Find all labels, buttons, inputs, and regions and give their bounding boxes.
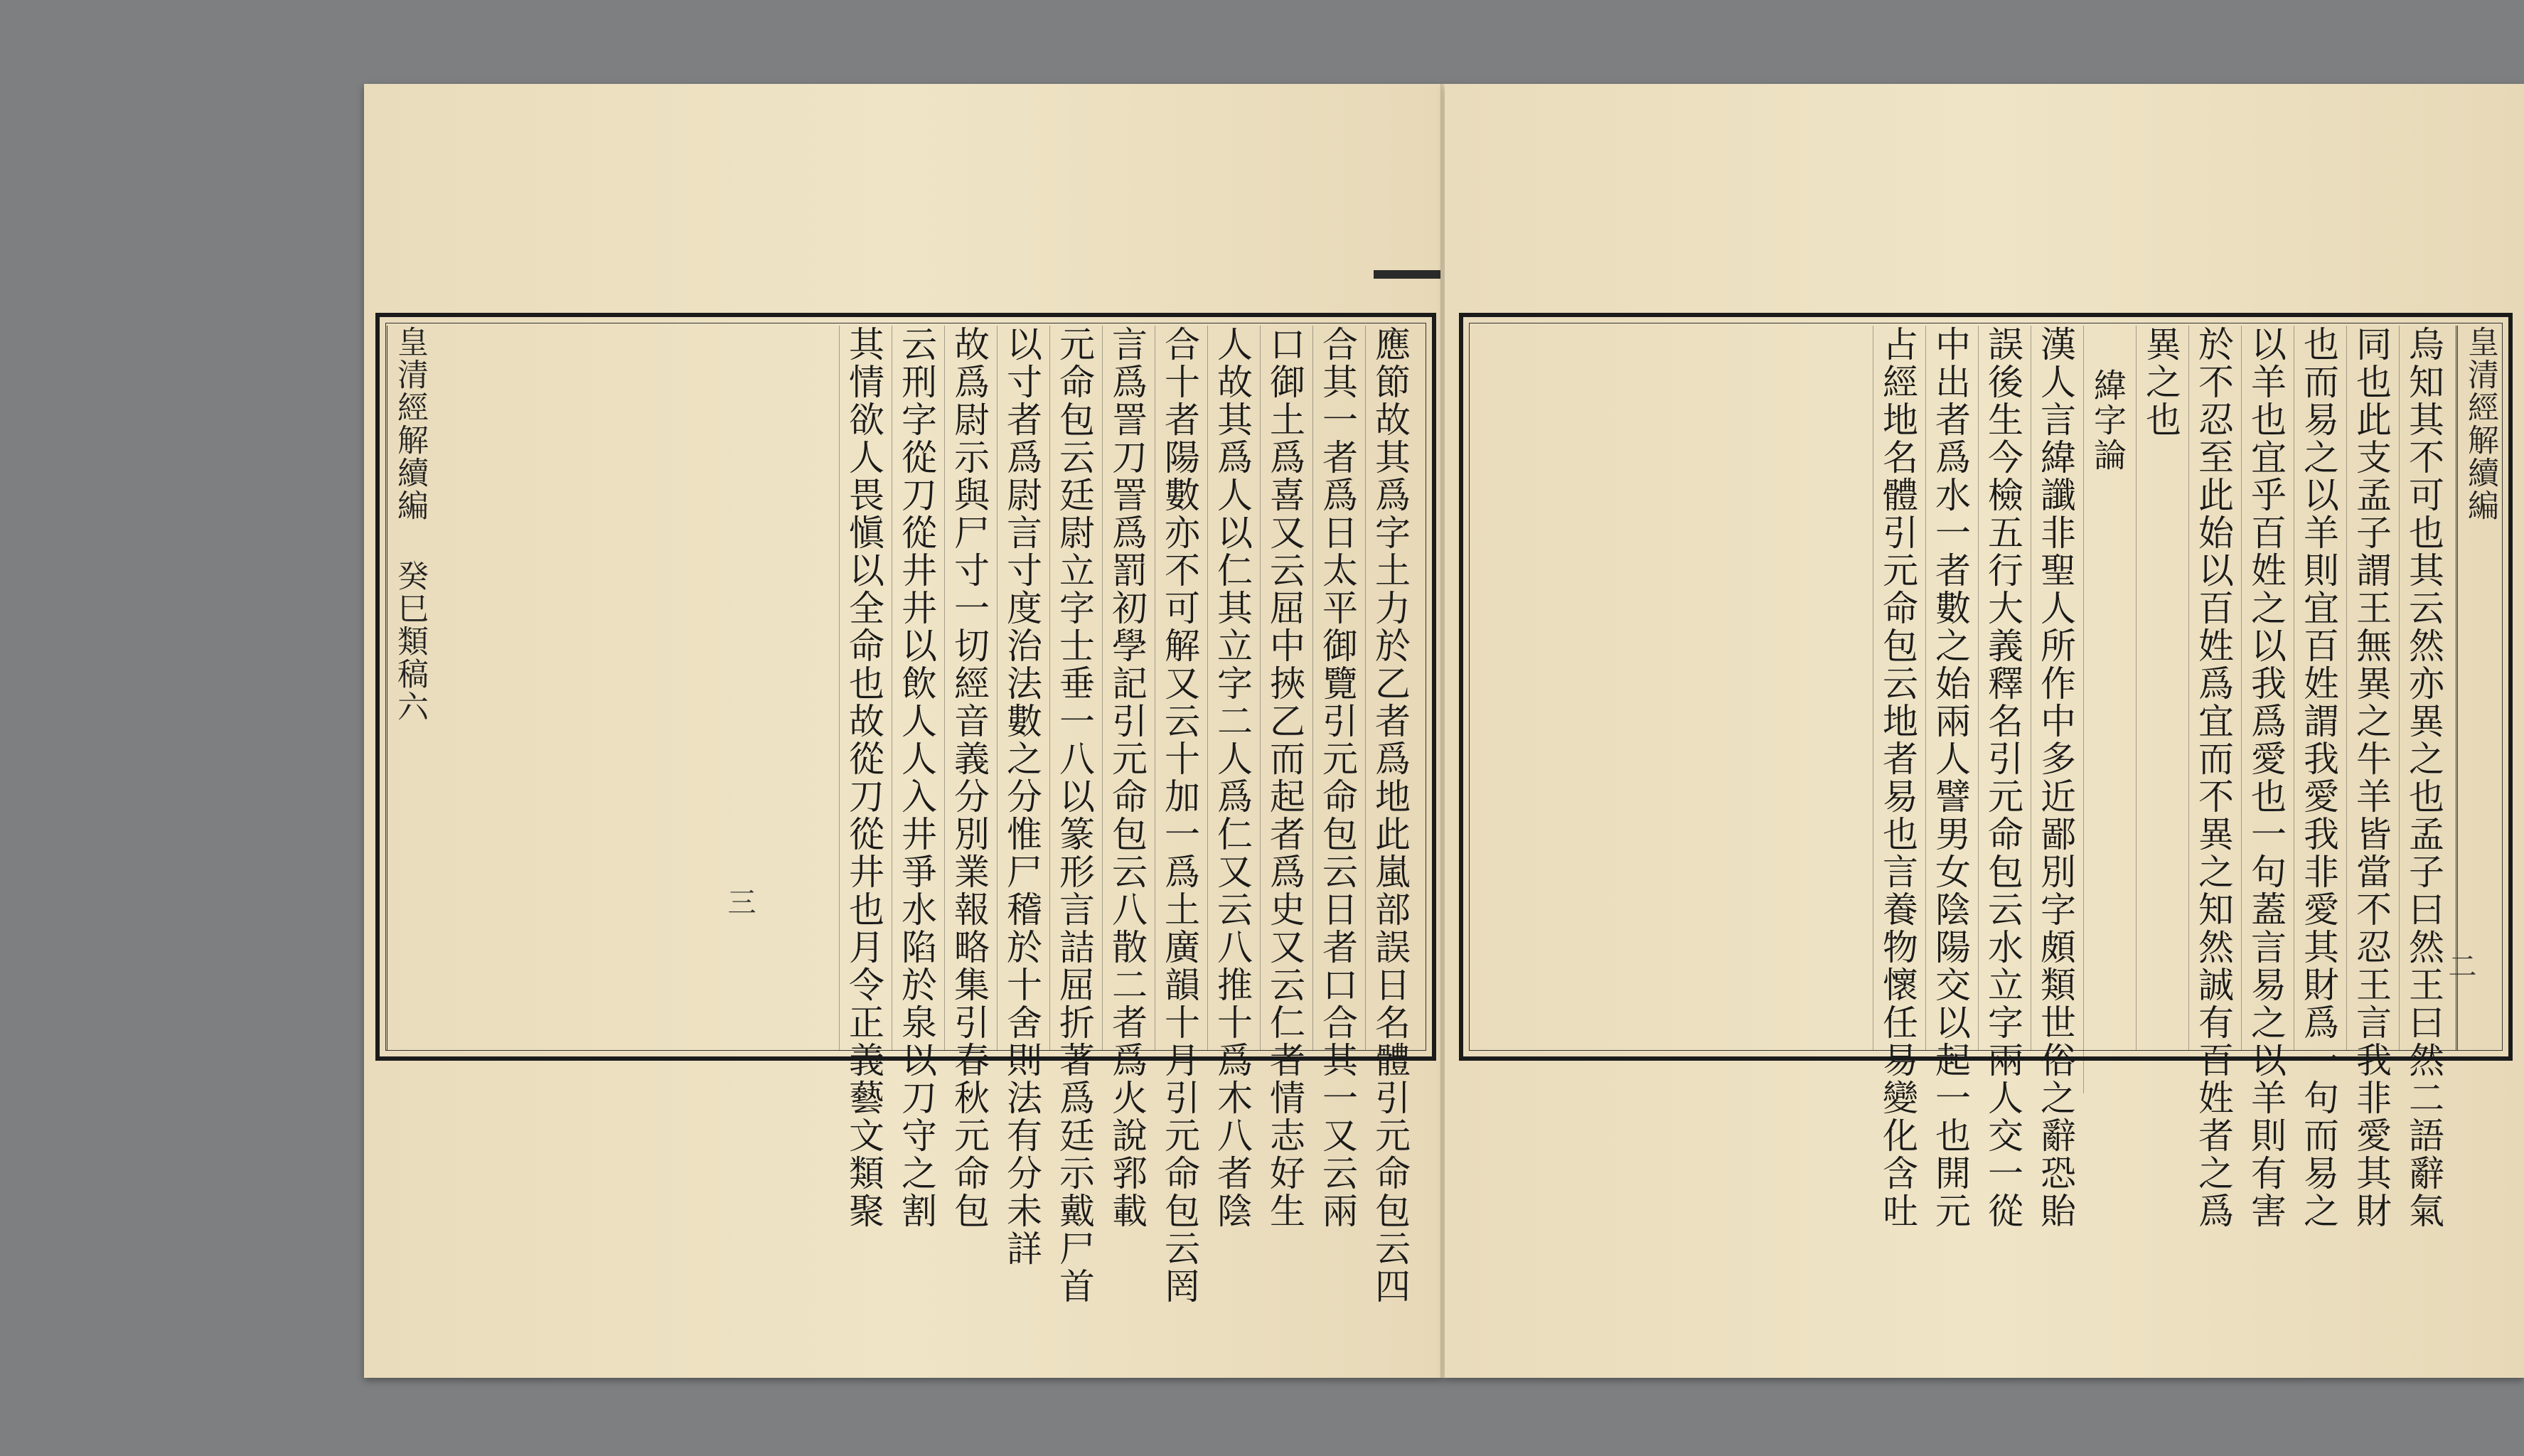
text-column: 誤後生今檢五行大義釋名引元命包云水立字兩人交一從: [1978, 326, 2027, 1051]
text-column: 合十者陽數亦不可解又云十加一爲土廣韻十月引元命包云罔: [1155, 326, 1204, 1051]
text-column: 占經地名體引元命包云地者易也言養物懷任易變化含吐: [1873, 326, 1922, 1051]
text-column: 應節故其爲字土力於乙者爲地此嵐部誤日名體引元命包云四: [1365, 326, 1414, 1051]
section-heading: 緯字論: [2083, 326, 2132, 1093]
text-column: 以寸者爲尉言寸度治法數之分惟尸稽於十舍則法有分未詳: [997, 326, 1046, 1051]
text-column: 於不忍至此始以百姓爲宜而不異之知然誠有百姓者之爲: [2188, 326, 2237, 1051]
text-column: 漢人言緯讖非聖人所作中多近鄙別字頗類世俗之辭恐貽: [2031, 326, 2080, 1051]
margin-title: [2456, 326, 2502, 1051]
right-text-frame: [1459, 313, 2513, 1230]
text-column: 其情欲人畏愼以全命也故從刀從井也月令正義藝文類聚: [839, 326, 888, 1051]
text-column: 也而易之以羊則宜百姓謂我愛我非愛其財爲一句而易之: [2294, 326, 2343, 1051]
text-column: 言爲詈刀詈爲罰初學記引元命包云八散二者爲火說郛載: [1102, 326, 1151, 1051]
text-column: 故爲尉示與尸寸一切經音義分別業報略集引春秋元命包: [944, 326, 993, 1051]
right-page: [1445, 84, 2524, 1378]
text-column: 云刑字從刀從井井以飲人人入井爭水陷於泉以刀守之割: [892, 326, 941, 1051]
margin-title-text: 皇清經解續編: [392, 326, 428, 522]
text-column: 以羊也宜乎百姓之以我爲愛也一句蓋言易之以羊則有害: [2241, 326, 2290, 1051]
text-column: 異之也: [2136, 326, 2185, 1051]
margin-title-text: 皇清經解續編: [2462, 326, 2498, 522]
open-book: [355, 84, 2498, 1378]
text-column: 人故其爲人以仁其立字二人爲仁又云八推十爲木八者陰: [1207, 326, 1256, 1051]
folio-number: 三: [723, 887, 756, 916]
margin-subtitle: 癸巳類稿六: [392, 560, 428, 723]
folio-number: 二: [2444, 951, 2476, 980]
margin-title: [385, 326, 432, 1051]
text-column: 同也此支孟子謂王無異之牛羊皆當不忍王言我非愛其財: [2346, 326, 2395, 1051]
text-column: 口御土爲喜又云屈中挾乙而起者爲史又云仁者情志好生: [1260, 326, 1309, 1051]
text-column: 烏知其不可也其云然亦異之也孟子曰然王曰然二語辭氣: [2399, 326, 2448, 1051]
left-text-frame: [375, 313, 1436, 1305]
text-column: 中出者爲水一者數之始兩人譬男女陰陽交以起一也開元: [1925, 326, 1974, 1051]
left-page: [364, 84, 1443, 1378]
text-column: 合其一者爲日太平御覽引元命包云日者口合其一又云兩: [1312, 326, 1362, 1051]
text-column: 元命包云廷尉立字士垂一八以篆形言詰屈折著爲廷示戴尸首: [1049, 326, 1098, 1051]
